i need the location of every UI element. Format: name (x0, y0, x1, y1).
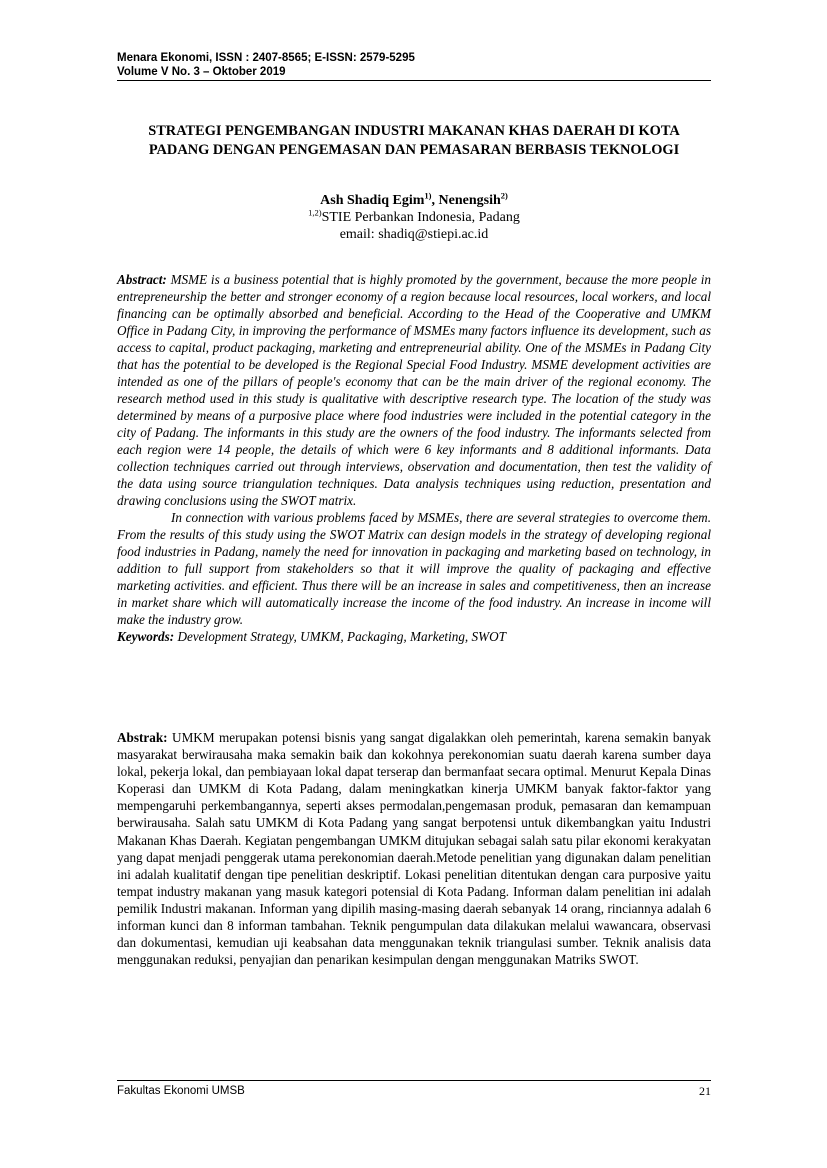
keywords-label: Keywords: (117, 629, 175, 644)
keywords-line (117, 628, 711, 645)
paper-title: STRATEGI PENGEMBANGAN INDUSTRI MAKANAN KHAS DAERAH DI KOTA PADANG DENGAN PENGEMASAN DAN PEMASARAN BERBASIS TEKNOLOGI (148, 123, 680, 158)
abstract-en-text-1: MSME is a business potential that is highly promoted by the government, because the more people in entrepreneurship the better and stronger economy of a region because local resources, local workers, and local financing can be optimally absorbed and beneficial. According to the Head of the Cooperative and UMKM Office in Padang City, in improving the performance of MSMEs many factors influence its development, such as access to capital, product packaging, marketing and entrepreneurial ability. One of the MSMEs in Padang City that has the potential to be developed is the Regional Special Food Industry. MSME development activities are intended as one of the pillars of people's economy that can be the main driver of the regional economy. The research method used in this study is qualitative with descriptive research type. The location of the study was determined by means of a purposive place where food industries were included in the potential category in the city of Padang. The informants in this study are the owners of the food industry. The informants selected from each region were 14 people, the details of which were 6 key informants and 8 additional informants. Data collection techniques carried out through interviews, observation and documentation, then test the validity of the data using source triangulation techniques. Data analysis techniques using reduction, presentation and drawing conclusions using the SWOT matrix. (117, 272, 711, 508)
abstract-en-paragraph-1 (117, 271, 711, 509)
author-1-sup: 1) (424, 190, 432, 201)
affiliation-sup: 1,2) (308, 207, 322, 218)
author-separator: , (431, 193, 439, 208)
abstrak-label: Abstrak: (117, 730, 168, 745)
abstract-english (117, 271, 711, 645)
volume-line: Volume V No. 3 – Oktober 2019 (117, 66, 286, 78)
author-block (117, 192, 711, 243)
journal-issn-line: Menara Ekonomi, ISSN : 2407-8565; E-ISSN: 2579-5295 (117, 52, 415, 64)
affiliation-line (117, 209, 711, 226)
footer-faculty: Fakultas Ekonomi UMSB (117, 1085, 245, 1097)
footer-divider (117, 1080, 711, 1081)
author-email: email: shadiq@stiepi.ac.id (339, 227, 489, 242)
author-name-1: Ash Shadiq Egim (320, 193, 425, 208)
abstract-en-label: Abstract: (117, 272, 167, 287)
keywords-text: Development Strategy, UMKM, Packaging, Marketing, SWOT (174, 629, 506, 644)
abstract-indonesian (117, 729, 711, 968)
abstract-en-paragraph-2: In connection with various problems faced by MSMEs, there are several strategies to overcome them. From the results of this study using the SWOT Matrix can design models in the strategy of developing regional food industries in Padang, namely the need for innovation in packaging and marketing based on technology, in addition to full support from stakeholders so that it will improve the quality of packaging and effective marketing activities. and efficient. Thus there will be an increase in sales and competitiveness, then an increase in market share which will automatically increase the income of the food industry. An increase in income will make the industry grow. (117, 510, 711, 627)
author-name-2: Nenengsih (438, 193, 501, 208)
author-line (117, 192, 711, 209)
header-divider (117, 80, 711, 81)
running-header (117, 51, 711, 79)
author-2-sup: 2) (500, 190, 508, 201)
abstrak-text: UMKM merupakan potensi bisnis yang sangat digalakkan oleh pemerintah, karena semakin banyak masyarakat berwirausaha maka semakin baik dan kokohnya perekonomian suatu daerah karena sumber daya lokal, pekerja lokal, dan pembiayaan lokal dapat terserap dan bermanfaat secara optimal. Menurut Kepala Dinas Koperasi dan UMKM di Kota Padang, dalam meningkatkan kinerja UMKM banyak faktor-faktor yang mempengaruhi perkembangannya, seperti akses permodalan,pengemasan produk, pemasaran dan kemampuan berwirausaha. Salah satu UMKM di Kota Padang yang sangat berpotensi untuk dikembangkan yaitu Industri Makanan Khas Daerah. Kegiatan pengembangan UMKM ditujukan sebagai salah satu pilar ekonomi kerakyatan yang dapat menjadi penggerak utama perekonomian daerah.Metode penelitian yang digunakan dalam penelitian ini adalah kualitatif dengan tipe penelitian deskriptif. Lokasi penelitian ditentukan dengan cara purposive yaitu tempat industry makanan yang masuk kategori potensial di Kota Padang. Informan dalam penelitian ini adalah pemilik Industri makanan. Informan yang dipilih masing-masing daerah sebanyak 14 orang, rinciannya adalah 6 informan kunci dan 8 informan tambahan. Teknik pengumpulan data dilakukan melalui wawancara, observasi dan dokumentasi, kemudian uji keabsahan data menggunakan teknik triangulasi sumber. Teknik analisis data menggunakan reduksi, penyajian dan penarikan kesimpulan dengan menggunakan Matriks SWOT. (117, 730, 711, 968)
affiliation: STIE Perbankan Indonesia, Padang (321, 210, 520, 225)
page-number: 21 (699, 1084, 711, 1098)
